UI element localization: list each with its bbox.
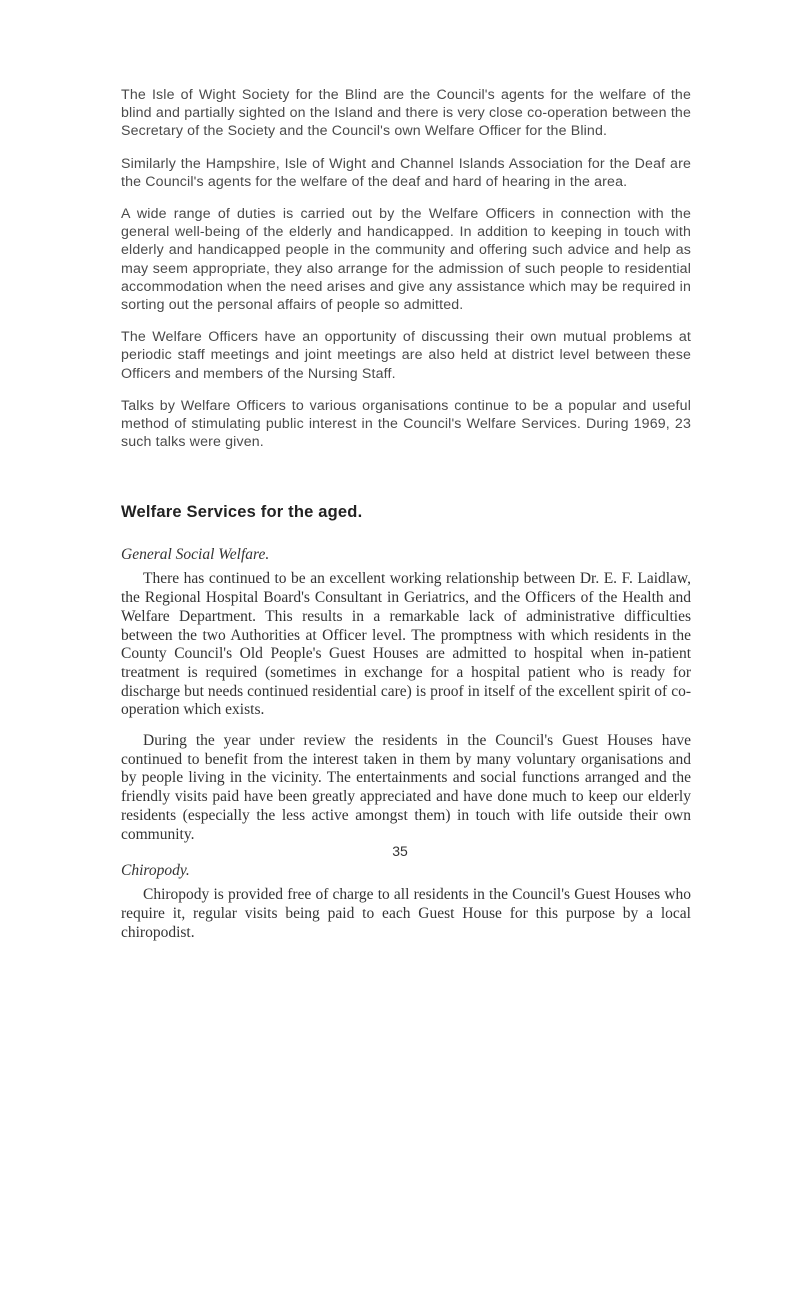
paragraph-chiropody: Chiropody is provided free of charge to all residents in the Council's Guest Houses who require it, regular visits being paid to each Guest House for this purpose by a local chiropodist. [121,886,691,941]
aged-services-block [121,546,691,942]
upper-text-block [121,86,691,451]
paragraph-hospital-relationship: There has continued to be an excellent working relationship between Dr. E. F. Laidlaw, the Regional Hospital Board's Consultant in Geriatrics, and the Officers of the Health and Welfare Department. This results in a remarkable lack of administrative difficulties between the two Authorities at Officer level. The promptness with which residents in the County Council's Old People's Guest Houses are admitted to hospital when in-patient treatment is required (sometimes in exchange for a hospital patient who is ready for discharge but needs continued residential care) is proof in itself of the excellent spirit of co-operation which exists. [121,570,691,719]
subheading-chiropody: Chiropody. [121,862,190,880]
paragraph-welfare-duties: A wide range of duties is carried out by the Welfare Officers in connection with the general well-being of the elderly and handicapped. In addition to keeping in touch with elderly and handicapped people in the community and offering such advice and help as may seem appropriate, they also arrange for the admission of such people to residential accommodation when the need arises and give any assistance which may be required in sorting out the personal affairs of people so admitted. [121,206,691,314]
page-number: 35 [392,843,408,859]
paragraph-guest-houses: During the year under review the residents in the Council's Guest Houses have continued to benefit from the interest taken in them by many voluntary organisations and by people living in the vicinity. The entertainments and social functions arranged and the friendly visits paid have been greatly appreciated and have done much to keep our elderly residents (especially the less active amongst them) in touch with life outside their own community. [121,732,691,843]
document-page [121,86,691,954]
paragraph-talks: Talks by Welfare Officers to various organisations continue to be a popular and useful method of stimulating public interest in the Council's Welfare Services. During 1969, 23 such talks were given. [121,397,691,451]
paragraph-staff-meetings: The Welfare Officers have an opportunity of discussing their own mutual problems at periodic staff meetings and joint meetings are also held at district level between these Officers and members of the Nursing Staff. [121,329,691,382]
section-heading-aged: Welfare Services for the aged. [121,503,363,522]
paragraph-deaf-association: Similarly the Hampshire, Isle of Wight and Channel Islands Association for the Deaf are the Council's agents for the welfare of the deaf and hard of hearing in the area. [121,155,691,190]
subheading-general-social-welfare: General Social Welfare. [121,546,270,564]
paragraph-blind-society: The Isle of Wight Society for the Blind are the Council's agents for the welfare of the blind and partially sighted on the Island and there is very close co-operation between the Secretary of the Society and the Council's own Welfare Officer for the Blind. [121,87,691,140]
